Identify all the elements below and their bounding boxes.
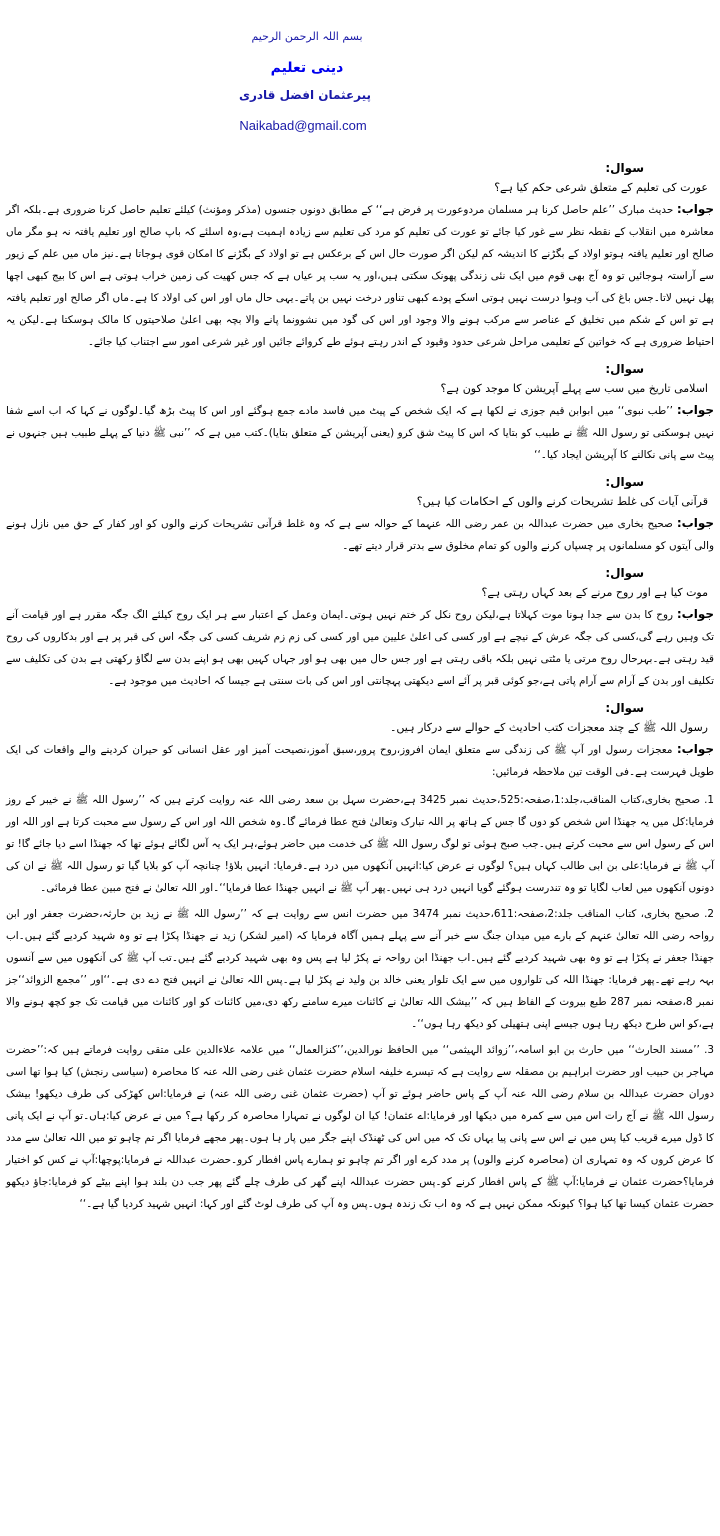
answer-text: حدیث مبارک ’’علم حاصل کرنا ہر مسلمان مردوعورت پر فرض ہے‘‘ کے مطابق دونوں جنسوں (مذکر ومؤنث) کیلئے تعلیم حاصل کرنا ضروری ہے۔بلکہ اگر معاشرہ میں انقلاب کے نقطہ نظر سے غور کیا جائے تو عورت کی تعلیم کو مرد کی تعلیم سے زیادہ اہمیت ہے،وہ اسلئے کہ باپ صالح اور تعلیم یافتہ نہ ہو مگر ماں صالح اور تعلیم یافتہ ہوتو اولاد کے بگڑنے کا اندیشہ کم لیکن اگر صورت حال اس کے برعکس ہے تو اولاد کے بگڑنے کا امکان قوی ہوجاتا ہے۔نیز ماں میں علم کے زیور سے آراستہ ہوجائیں تو وہ آج بھی قوم میں ایک نئی زندگی پھونک سکتی ہیں،اور یہ سب پر عیاں ہے کہ جس کھیت کی زمین خراب ہوتی ہے اس کا بیج کبھی اچھا پھل نہیں لاتا۔جس باغ کی آب وہوا درست نہیں ہوتی اسکے پودے کبھی تناور درخت نہیں بن پاتے۔یہی حال ماں اور اس کی اولاد کا ہے۔ماں اگر صالح اور تعلیم یافتہ ہے تو اس کے شکم میں تخلیق کے عناصر سے مرکب ہونے والا وجود اور اس کی گود میں نشوونما پانے والا بچہ بھی اعلیٰ صلاحیتوں کا مالک ہوسکتا ہے۔لیکن یہ احتیاط ضروری ہے کہ خواتین کے تعلیمی مراحل شرعی حدود وقیود کے اندر رہتے ہوئے طے کروائے جائیں اور غیر شرعی امور سے اجتناب کیا جائے۔: [6, 204, 714, 348]
email-link[interactable]: Naikabad@gmail.com: [239, 118, 367, 133]
list-number: 3.: [704, 1044, 714, 1056]
list-number: 1.: [704, 794, 715, 806]
qa-block-4: [6, 563, 714, 692]
question-label: سوال:: [605, 161, 644, 175]
question-label: سوال:: [605, 566, 644, 580]
answer-paragraph: [6, 603, 714, 692]
question-text: موت کیا ہے اور روح مرنے کے بعد کہاں رہتی ہے؟: [481, 586, 708, 599]
question-label: سوال:: [605, 362, 644, 376]
qa-block-5: [6, 698, 714, 783]
answer-paragraph: [6, 512, 714, 557]
list-item-text: ’’مسند الحارث‘‘ میں حارث بن ابو اسامہ،’’زوائد الہیثمی‘‘ میں الحافظ نورالدین،’’کنزالعمال‘‘ میں علامہ علاءالدین علی متقی روایت فرماتے ہیں کہ:’’حضرت مہاجر بن حبیب اور حضرت ابراہیم بن مصقلہ سے روایت ہے کہ تیسرے خلیفہ اسلام حضرت عثمان غنی رضی اللہ عنہ کا محاصرہ (سیاسی رنجش) کیا ہوا تھا اسی دوران حضرت عبداللہ بن سلام رضی اللہ عنہ آپ کے پاس حاضر ہوئے تو آپ (حضرت عثمان غنی رضی اللہ عنہ) نے فرمایا:اس کھڑکی کی طرف دیکھو! بیشک رسول اللہ ﷺ نے آج رات اس میں سے کمرہ میں دیکھا اور فرمایا:اے عثمان! کیا ان لوگوں نے تمہارا محاصرہ کر رکھا ہے؟ میں نے عرض کیا:ہاں۔تو آپ نے ایک پانی کا ڈول میرے قریب کیا پس میں نے اس سے پانی پیا یہاں تک کہ میں اس کی ٹھنڈک اپنے جگر میں پار ہا ہوں۔پھر مجھے فرمایا اگر تم چاہو تو میں اللہ تعالیٰ سے مدد کا عرض کروں کہ وہ تمہاری ان (محاصرہ کرنے والوں) پر مدد کرے اور اگر تم چاہو تو ہمارے پاس افطار کرو۔حضرت عبداللہ نے فرمایا:پوچھا:آپ نے کس کو اختیار فرمایا؟حضرت عثمان نے فرمایا:آپ ﷺ کے پاس افطار کرنے کو۔پس حضرت عبداللہ اپنے گھر کی طرف چلے گئے پھر جب دن بلند ہوا اپنے بیٹے کو فرمایا:جاؤ دیکھو حضرت عثمان کیسا تھا کیا ہوا؟ کیونکہ ممکن نہیں ہے کہ وہ اب تک زندہ ہوں۔پس وہ آپ کی طرف لوٹ گئے اور کہا: انہیں شہید کردیا گیا ہے۔‘‘: [6, 1044, 714, 1210]
qa-block-3: [6, 472, 714, 557]
answer-text: ’’طب نبوی‘‘ میں ابوابن قیم جوزی نے لکھا ہے کہ ایک شخص کے پیٹ میں فاسد مادے جمع ہوگئے اور اس کا پیٹ بڑھ گیا۔لوگوں نے کہا کہ اب اسے شفا نہیں ہوسکتی تو رسول اللہ ﷺ نے طبیب کو بتایا کہ اس کا پیٹ شق کرو (یعنی آپریشن کے متعلق بتایا)۔کتب میں ہے کہ ’’نبی ﷺ دنیا کے پہلے طبیب ہیں جنہوں نے پیٹ سے پانی نکالنے کا آپریشن ایجاد کیا۔‘‘: [6, 405, 714, 461]
question-text: اسلامی تاریخ میں سب سے پہلے آپریشن کا موجد کون ہے؟: [440, 382, 708, 395]
answer-label: جواب:: [676, 516, 714, 530]
answer-text: صحیح بخاری میں حضرت عبداللہ بن عمر رضی اللہ عنہما کے حوالہ سے ہے کہ وہ غلط قرآنی تشریحات کرنے والوں کو اور کفار کے حق میں نازل ہونے والی آیتوں کو مسلمانوں پر چسپاں کرنے والوں کو تمام مخلوق سے بدتر قرار دیتے تھے۔: [6, 518, 714, 552]
question-label: سوال:: [605, 475, 644, 489]
question-text: قرآنی آیات کی غلط تشریحات کرنے والوں کے احکامات کیا ہیں؟: [416, 495, 708, 508]
page-title: دینی تعلیم: [270, 60, 344, 76]
qa-content: [6, 158, 714, 1219]
basmala-heading: بسم اللہ الرحمن الرحیم: [251, 30, 363, 43]
list-number: 2.: [704, 908, 715, 920]
list-item: [6, 1039, 714, 1215]
question-text: رسول اللہ ﷺ کے چند معجزات کتب احادیث کے حوالے سے درکار ہیں۔: [389, 721, 708, 734]
author-name: پیرعثمان افضل قادری: [238, 88, 372, 102]
list-item: [6, 903, 714, 1035]
qa-block-1: [6, 158, 714, 353]
answer-label: جواب:: [676, 202, 714, 216]
answer-paragraph: [6, 198, 714, 353]
answer-text: روح کا بدن سے جدا ہونا موت کہلاتا ہے،لیکن روح نکل کر ختم نہیں ہوتی۔ایمان وعمل کے اعتبار سے ہر ایک روح کیلئے الگ جگہ مقرر ہے اور قیامت آنے تک وہیں رہے گی،کسی کی جگہ عرش کے نیچے ہے اور کسی کی اعلیٰ علیین میں اور کسی کی زم زم شریف کسی کی جگہ اس کی قبر پر ہے اور بدکاروں کی روح قید رہتی ہے۔بہرحال روح مرتی یا مٹتی نہیں بلکہ باقی رہتی ہے اور جس حال میں بھی ہو اور جہاں کہیں بھی ہو اپنے بدن سے لگاؤ رکھتی ہے بدن کی تکلیف سے تکلیف اور بدن کے آرام سے آرام پاتی ہے،جو کوئی قبر پر آئے اسے دیکھتی پہچانتی اور اس کی بات سنتی ہے جیسا کہ احادیث میں موجود ہے۔: [6, 609, 714, 687]
question-text: عورت کی تعلیم کے متعلق شرعی حکم کیا ہے؟: [494, 181, 708, 194]
answer-paragraph: [6, 738, 714, 783]
qa-block-2: [6, 359, 714, 466]
answer-text: معجزات رسول اور آپ ﷺ کی زندگی سے متعلق ایمان افروز،روح پرور،سبق آموز،نصیحت آمیز اور عقل انسانی کو حیران کردینے والے واقعات کی ایک طویل فہرست ہے۔فی الوقت تین ملاحظہ فرمائیں:: [6, 744, 714, 778]
answer-label: جواب:: [676, 742, 714, 756]
question-label: سوال:: [605, 701, 644, 715]
answer-paragraph: [6, 399, 714, 466]
answer-label: جواب:: [676, 403, 714, 417]
list-item: [6, 789, 714, 899]
list-item-text: صحیح بخاری،کتاب المناقب،جلد:1،صفحہ:525،حدیث نمبر 3425 ہے،حضرت سہل بن سعد رضی اللہ عنہ روایت کرتے ہیں کہ ’’رسول اللہ ﷺ نے خیبر کے روز فرمایا:کل میں یہ جھنڈا اس شخص کو دوں گا جس کے ہاتھ پر اللہ تبارک وتعالیٰ فتح عطا فرمائے گا۔وہ شخص اللہ اور اس کے رسول سے محبت کرتا ہے اور اللہ اور اس کے رسول اس سے محبت کرتے ہیں۔جب صبح ہوئی تو لوگ رسول اللہ ﷺ کی خدمت میں حاضر ہوئے،ہر ایک یہ آس لگائے ہوئے تھا کہ جھنڈا اسے دیا جائے گا! تو آپ ﷺ نے فرمایا:علی بن ابی طالب کہاں ہیں؟ لوگوں نے عرض کیا:انہیں آنکھوں میں درد ہے۔فرمایا: انہیں بلاؤ! چنانچہ آپ کو بلایا گیا تو رسول اللہ ﷺ نے ان کی دونوں آنکھوں میں لعاب لگایا تو وہ تندرست ہوگئے گویا انہیں درد ہی نہیں۔پھر آپ ﷺ نے انہیں جھنڈا عطا فرمایا‘‘۔اور اللہ تعالیٰ نے فتح مبین عطا فرمائی۔: [6, 794, 714, 894]
answer-label: جواب:: [676, 607, 714, 621]
list-item-text: صحیح بخاری، کتاب المناقب جلد:2،صفحہ:611،حدیث نمبر 3474 میں حضرت انس سے روایت ہے کہ ’’رسول اللہ ﷺ نے زید بن حارثہ،حضرت جعفر اور ابن رواحہ رضی اللہ تعالیٰ عنہم کے بارے میں میدان جنگ سے خبر آنے سے پہلے ہمیں آگاہ فرمایا کہ (امیر لشکر) زید نے جھنڈا پکڑا ہے تو وہ شہید کردیے گئے ہیں۔اب جھنڈا جعفر نے پکڑا ہے تو وہ بھی شہید کردیے گئے ہیں۔اب جھنڈا ابن رواحہ نے پکڑ لیا ہے پس وہ بھی شہید کردیے گئے ہیں۔تب آپ ﷺ کی آنکھوں میں سے آنسوں بہہ رہے تھے۔پھر فرمایا: جھنڈا اللہ کی تلواروں میں سے ایک تلوار یعنی خالد بن ولید نے پکڑ لیا ہے۔پس اللہ تعالیٰ نے انہیں فتح دے دی ہے۔‘‘اور ’’مجمع الزوائد‘‘جز نمبر 8،صفحہ نمبر 287 طبع بیروت کے الفاظ ہیں کہ ’’بیشک اللہ تعالیٰ نے کائنات میرے سامنے رکھ دی،میں کائنات کو اور کائنات میں قیامت تک جو کچھ ہونے والا ہے،کو اس طرح دیکھ رہا ہوں جیسے اپنی ہتھیلی کو دیکھ رہا ہوں‘‘۔: [6, 908, 714, 1030]
